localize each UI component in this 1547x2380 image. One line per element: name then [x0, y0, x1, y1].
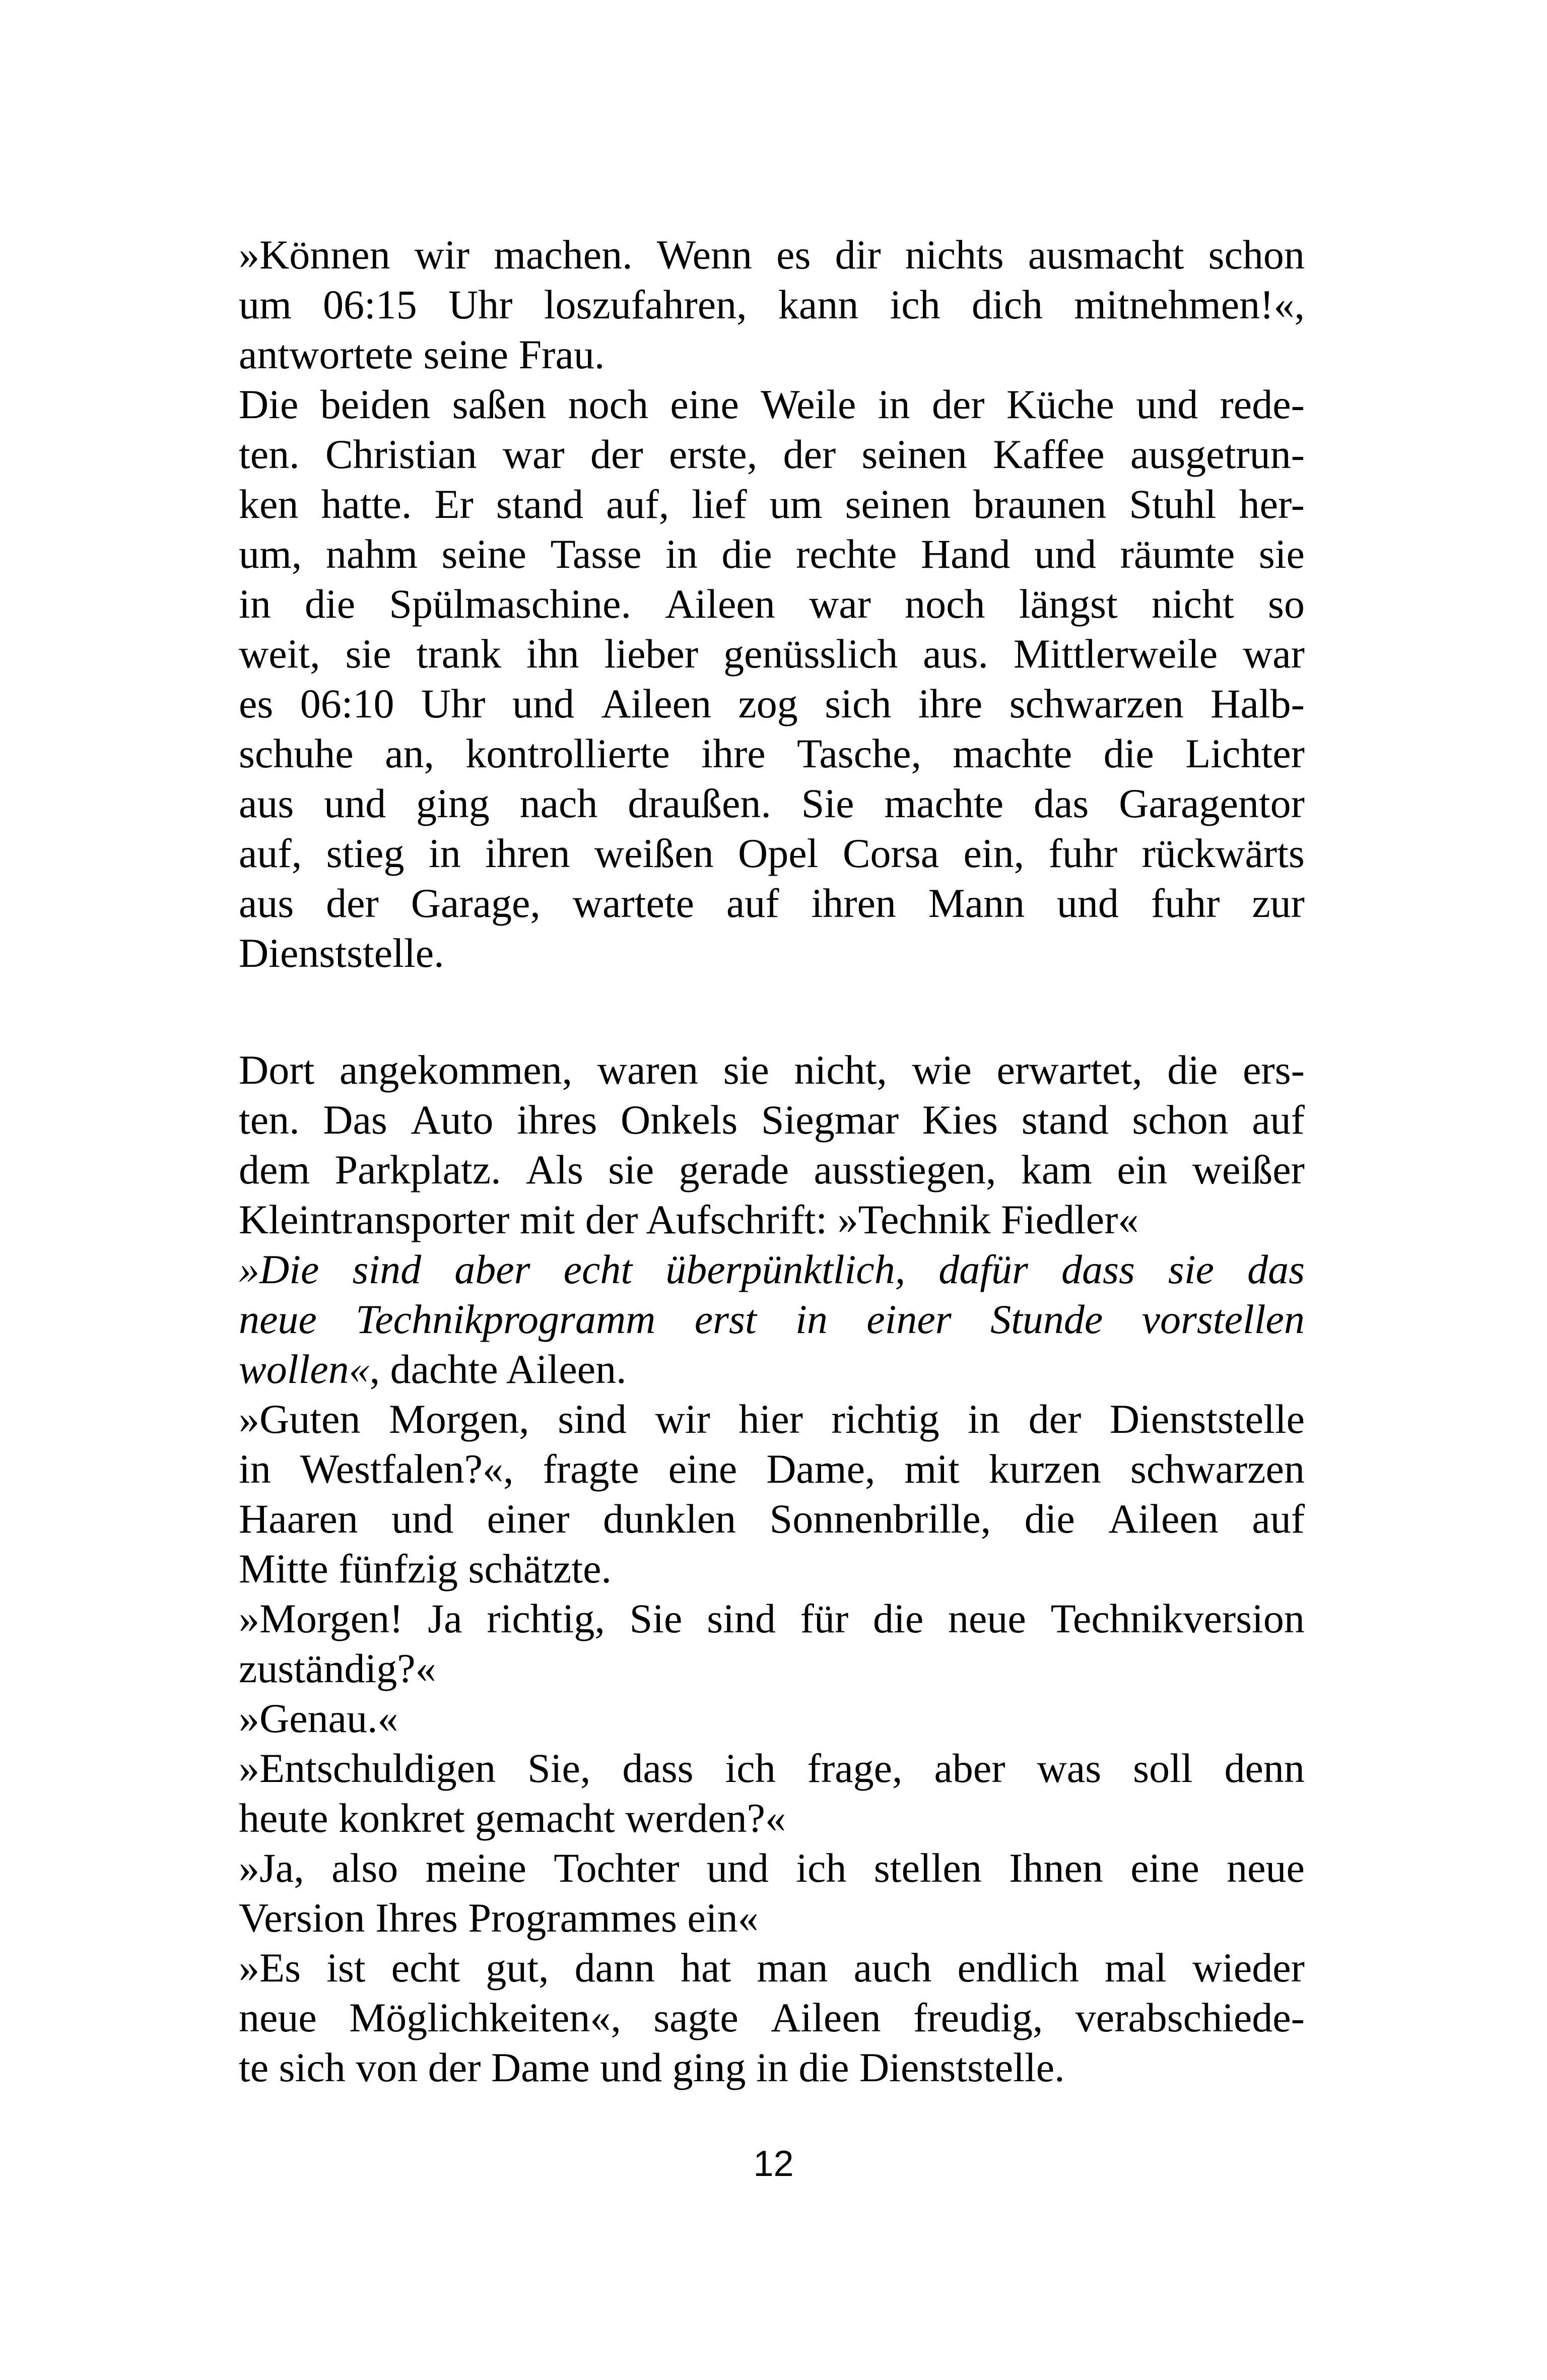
word: dunklen — [602, 1496, 736, 1542]
word: sind — [707, 1596, 776, 1641]
word: Morgen, — [389, 1396, 529, 1442]
text-line — [239, 1195, 1305, 1244]
line-text: wollen« — [239, 1346, 370, 1392]
word: und — [391, 1496, 454, 1542]
line-text: Mitte fünfzig schätzte. — [239, 1546, 612, 1592]
word: der — [783, 431, 836, 477]
word: sie — [345, 631, 391, 677]
word: Die — [239, 381, 299, 427]
word: Tasche, — [797, 731, 922, 776]
word: der — [326, 880, 379, 926]
word: nach — [519, 780, 598, 826]
word: aber — [454, 1246, 530, 1292]
word: räumte — [1120, 531, 1235, 577]
line-text: Dienststelle. — [239, 930, 444, 976]
word: neue — [948, 1596, 1026, 1641]
word: Hand — [920, 531, 1011, 577]
text-line — [239, 230, 1305, 280]
word: richtig — [831, 1396, 939, 1442]
word: »Entschuldigen — [239, 1745, 496, 1791]
word: eine — [670, 381, 739, 427]
word: Dort — [239, 1047, 315, 1093]
word: 06:10 — [300, 681, 394, 726]
word: Christian — [325, 431, 477, 477]
word: mitnehmen!«, — [1074, 282, 1305, 327]
text-line — [239, 1294, 1305, 1344]
word: in — [665, 531, 698, 577]
word: um — [239, 282, 292, 327]
word: trank — [416, 631, 502, 677]
word: ich — [725, 1745, 776, 1791]
word: ein — [1117, 1147, 1168, 1193]
text-line — [239, 1594, 1305, 1643]
word: auf — [1252, 1496, 1305, 1542]
word: seine — [441, 531, 527, 577]
word: Wenn — [656, 232, 753, 278]
word: kann — [778, 282, 859, 327]
word: einer — [487, 1496, 570, 1542]
text-line — [239, 1643, 1305, 1693]
word: nahm — [325, 531, 418, 577]
word: stand — [1021, 1097, 1109, 1143]
word: Lichter — [1185, 731, 1305, 776]
word: Sonnenbrille, — [769, 1496, 991, 1542]
word: saßen — [452, 381, 547, 427]
word: Dienststelle — [1109, 1396, 1305, 1442]
word: freudig, — [913, 1995, 1043, 2040]
word: erwartet, — [996, 1047, 1142, 1093]
word: gut, — [486, 1945, 549, 1991]
word: draußen. — [628, 780, 771, 826]
word: Sie, — [527, 1745, 591, 1791]
word: erste, — [668, 431, 758, 477]
word: echt — [563, 1246, 633, 1292]
word: nicht — [1151, 581, 1234, 627]
text-line — [239, 329, 1305, 379]
word: »Guten — [239, 1396, 361, 1442]
word: Stuhl — [1129, 481, 1217, 527]
text-line — [239, 828, 1305, 878]
word: ihres — [517, 1097, 597, 1143]
text-line — [239, 1693, 1305, 1743]
word: sich — [825, 681, 892, 726]
text-line — [239, 1095, 1305, 1145]
word: »Die — [239, 1246, 319, 1292]
word: die — [1103, 731, 1154, 776]
word: eine — [668, 1446, 737, 1492]
word: braunen — [973, 481, 1107, 527]
word: aus. — [923, 631, 988, 677]
word: genüsslich — [723, 631, 898, 677]
word: ken — [239, 481, 299, 527]
word: stellen — [873, 1845, 982, 1891]
text-line — [239, 280, 1305, 329]
word: sie — [1258, 531, 1305, 577]
text-line — [239, 579, 1305, 629]
word: lief — [692, 481, 747, 527]
word: Aileen — [1108, 1496, 1219, 1542]
word: aber — [934, 1745, 1005, 1791]
word: in — [428, 830, 461, 876]
word: die — [1024, 1496, 1075, 1542]
word: Garagentor — [1119, 780, 1305, 826]
word: Westfalen?«, — [300, 1446, 514, 1492]
word: machte — [953, 731, 1072, 776]
page-number: 12 — [753, 2144, 794, 2184]
text-line — [239, 479, 1305, 529]
word: dass — [1061, 1246, 1135, 1292]
word: und — [706, 1845, 769, 1891]
word: endlich — [957, 1945, 1079, 1991]
word: seinen — [845, 481, 951, 527]
word: in — [239, 1446, 271, 1492]
word: ihren — [811, 880, 896, 926]
word: ich — [890, 282, 940, 327]
word: Haaren — [239, 1496, 358, 1542]
word: Mittlerweile — [1013, 631, 1218, 677]
word: Weile — [761, 381, 856, 427]
word: sind — [352, 1246, 422, 1292]
word: einer — [866, 1296, 952, 1342]
text-line — [239, 1344, 1305, 1394]
word: dem — [239, 1147, 310, 1193]
word: Dame, — [766, 1446, 876, 1492]
text-line — [239, 1145, 1305, 1195]
word: es — [776, 232, 811, 278]
paragraph-2 — [239, 1045, 1305, 2092]
word: »Es — [239, 1945, 301, 1991]
word: 06:15 — [322, 282, 417, 327]
word: wir — [655, 1396, 710, 1442]
paragraph-1 — [239, 230, 1305, 978]
word: die — [305, 581, 356, 627]
word: Ihnen — [1009, 1845, 1103, 1891]
line-text: zuständig?« — [239, 1645, 436, 1691]
word: Opel — [738, 830, 819, 876]
word: Tasse — [550, 531, 642, 577]
word: auf — [726, 880, 779, 926]
text-line — [239, 778, 1305, 828]
word: sie — [608, 1147, 654, 1193]
word: in — [795, 1296, 828, 1342]
word: und — [1056, 880, 1119, 926]
word: aus — [239, 880, 294, 926]
word: neue — [1227, 1845, 1305, 1891]
text-line — [239, 2042, 1305, 2092]
text-line — [239, 1843, 1305, 1893]
word: dafür — [938, 1246, 1028, 1292]
word: »Morgen! — [239, 1596, 403, 1641]
word: rede- — [1220, 381, 1305, 427]
word: weit, — [239, 631, 320, 677]
word: ihn — [526, 631, 579, 677]
word: das — [1033, 780, 1089, 826]
line-text: te sich von der Dame und ging in die Dienststelle. — [239, 2044, 1065, 2090]
word: sind — [558, 1396, 627, 1442]
word: noch — [568, 381, 649, 427]
word: man — [757, 1945, 828, 1991]
word: sie — [723, 1047, 769, 1093]
word: gerade — [679, 1147, 789, 1193]
word: aus — [239, 780, 294, 826]
word: an, — [385, 731, 435, 776]
text-line — [239, 1993, 1305, 2042]
word: Uhr — [448, 282, 513, 327]
text-line — [239, 529, 1305, 579]
word: schon — [1208, 232, 1305, 278]
word: stand — [496, 481, 583, 527]
word: Kaffee — [993, 431, 1105, 477]
word: Technikprogramm — [356, 1296, 656, 1342]
word: Corsa — [842, 830, 939, 876]
word: Spülmaschine. — [389, 581, 631, 627]
word: die — [1167, 1047, 1218, 1093]
word: ist — [326, 1945, 366, 1991]
word: lieber — [604, 631, 699, 677]
word: neue — [239, 1296, 317, 1342]
word: loszufahren, — [544, 282, 747, 327]
word: so — [1268, 581, 1305, 627]
word: das — [1247, 1246, 1305, 1292]
word: denn — [1224, 1745, 1305, 1791]
text-line — [239, 379, 1305, 429]
word: schon — [1132, 1097, 1229, 1143]
word: meine — [425, 1845, 526, 1891]
word: Stunde — [990, 1296, 1103, 1342]
text-line — [239, 1444, 1305, 1494]
word: dass — [622, 1745, 694, 1791]
word: mal — [1104, 1945, 1167, 1991]
word: der — [590, 431, 643, 477]
word: machte — [884, 780, 1004, 826]
word: seinen — [861, 431, 967, 477]
line-text: antwortete seine Frau. — [239, 332, 605, 377]
word: kontrollierte — [465, 731, 670, 776]
word: stieg — [326, 830, 405, 876]
line-text: »Genau.« — [239, 1695, 398, 1741]
word: noch — [905, 581, 985, 627]
word: Auto — [411, 1097, 494, 1143]
word: in — [239, 581, 271, 627]
word: ten. — [239, 1097, 300, 1143]
word: ausstiegen, — [814, 1147, 996, 1193]
word: echt — [391, 1945, 460, 1991]
text-line — [239, 1793, 1305, 1843]
word: Sie — [801, 780, 854, 826]
word: »Ja, — [239, 1845, 304, 1891]
word: kurzen — [988, 1446, 1101, 1492]
word: der — [931, 381, 985, 427]
text-line — [239, 1494, 1305, 1544]
word: dir — [835, 232, 881, 278]
word: ausgetrun- — [1130, 431, 1305, 477]
word: mit — [904, 1446, 960, 1492]
word: erst — [694, 1296, 757, 1342]
word: Sie — [629, 1596, 683, 1641]
word: längst — [1019, 581, 1118, 627]
word: hatte. — [321, 481, 412, 527]
word: und — [1136, 381, 1198, 427]
text-line — [239, 1943, 1305, 1993]
word: ausmacht — [1028, 232, 1184, 278]
word: überpünktlich, — [665, 1246, 906, 1292]
word: ers- — [1243, 1047, 1305, 1093]
word: auf, — [606, 481, 669, 527]
word: Ja — [428, 1596, 462, 1641]
word: ihre — [701, 731, 766, 776]
word: Uhr — [421, 681, 486, 726]
word: fuhr — [1151, 880, 1220, 926]
text-line — [239, 1893, 1305, 1943]
word: schuhe — [239, 731, 354, 776]
word: ihre — [918, 681, 983, 726]
text-line — [239, 1394, 1305, 1444]
word: fuhr — [1048, 830, 1118, 876]
word: machen. — [494, 232, 633, 278]
word: wir — [414, 232, 470, 278]
word: war — [502, 431, 565, 477]
word: fragte — [543, 1446, 639, 1492]
text-line — [239, 679, 1305, 729]
word: Kies — [922, 1097, 998, 1143]
text-line — [239, 1045, 1305, 1095]
text-line — [239, 1244, 1305, 1294]
word: kam — [1021, 1147, 1093, 1193]
word: und — [324, 780, 386, 826]
word: und — [1034, 531, 1097, 577]
word: angekommen, — [339, 1047, 573, 1093]
word: sagte — [653, 1995, 738, 2040]
word: neue — [239, 1995, 317, 2040]
text-line — [239, 629, 1305, 679]
word: Halb- — [1210, 681, 1305, 726]
word: Technikversion — [1050, 1596, 1305, 1641]
word: schwarzen — [1009, 681, 1184, 726]
word: wieder — [1192, 1945, 1305, 1991]
word: frage, — [807, 1745, 903, 1791]
word: und — [512, 681, 574, 726]
word: ein, — [963, 830, 1025, 876]
word: weißer — [1192, 1147, 1305, 1193]
word: um, — [239, 531, 302, 577]
word: waren — [597, 1047, 699, 1093]
word: zur — [1252, 880, 1305, 926]
word: verabschiede- — [1075, 1995, 1305, 2040]
word: Aileen — [771, 1995, 881, 2040]
word: nichts — [905, 232, 1004, 278]
word: soll — [1133, 1745, 1193, 1791]
word: ten. — [239, 431, 300, 477]
word: Als — [525, 1147, 583, 1193]
word: Aileen — [601, 681, 711, 726]
word: wie — [912, 1047, 972, 1093]
word: sie — [1168, 1246, 1215, 1292]
text-line — [239, 729, 1305, 778]
word: vorstellen — [1141, 1296, 1305, 1342]
line-text: Kleintransporter mit der Aufschrift: »Technik Fiedler« — [239, 1197, 1139, 1242]
word: weißen — [594, 830, 714, 876]
word: ihren — [485, 830, 570, 876]
word: um — [769, 481, 823, 527]
text-line — [239, 878, 1305, 928]
word: auf — [1252, 1097, 1305, 1143]
word: hier — [738, 1396, 803, 1442]
word: in — [968, 1396, 1000, 1442]
word: rückwärts — [1141, 830, 1305, 876]
word: der — [1028, 1396, 1082, 1442]
word: Das — [323, 1097, 387, 1143]
text-line — [239, 1743, 1305, 1793]
word: also — [331, 1845, 398, 1891]
word: auf, — [239, 830, 302, 876]
word: zog — [738, 681, 798, 726]
text-line — [239, 928, 1305, 978]
word: Tochter — [554, 1845, 680, 1891]
word: Küche — [1006, 381, 1114, 427]
word: Aileen — [665, 581, 775, 627]
word: für — [800, 1596, 849, 1641]
word: eine — [1130, 1845, 1199, 1891]
line-text: heute konkret gemacht werden?« — [239, 1795, 786, 1841]
line-text-rest: , dachte Aileen. — [369, 1346, 627, 1392]
word: auch — [853, 1945, 932, 1991]
word: »Können — [239, 232, 390, 278]
word: wartete — [572, 880, 695, 926]
word: in — [878, 381, 910, 427]
word: ging — [416, 780, 490, 826]
word: es — [239, 681, 274, 726]
word: Siegmar — [761, 1097, 899, 1143]
word: war — [1243, 631, 1305, 677]
text-line — [239, 429, 1305, 479]
word: dann — [574, 1945, 655, 1991]
word: her- — [1239, 481, 1305, 527]
word: schwarzen — [1130, 1446, 1305, 1492]
word: Parkplatz. — [334, 1147, 501, 1193]
word: Er — [434, 481, 474, 527]
word: Garage, — [411, 880, 541, 926]
word: ich — [796, 1845, 847, 1891]
word: die — [873, 1596, 924, 1641]
word: hat — [681, 1945, 731, 1991]
word: beiden — [320, 381, 431, 427]
word: dich — [971, 282, 1043, 327]
word: war — [809, 581, 871, 627]
word: Möglichkeiten«, — [349, 1995, 621, 2040]
line-text: Version Ihres Programmes ein« — [239, 1895, 759, 1941]
word: was — [1037, 1745, 1102, 1791]
word: rechte — [796, 531, 897, 577]
word: richtig, — [487, 1596, 605, 1641]
word: nicht, — [794, 1047, 887, 1093]
word: Onkels — [621, 1097, 738, 1143]
text-line — [239, 1544, 1305, 1594]
word: Mann — [928, 880, 1025, 926]
word: die — [721, 531, 772, 577]
